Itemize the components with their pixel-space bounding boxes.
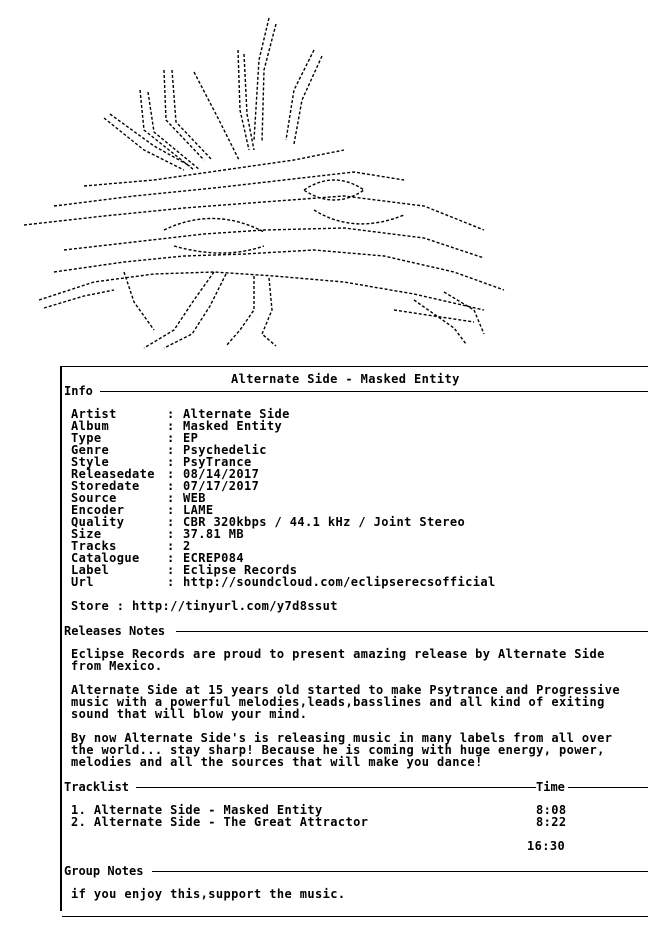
tracklist-rule [136,787,536,788]
info-key: Label [71,563,110,577]
header-title: Alternate Side - Masked Entity [231,372,460,386]
info-value: Masked Entity [183,419,283,433]
info-sep: : [167,467,175,481]
info-sep: : [167,515,175,529]
releases-rule [176,631,648,632]
section-info: Info [64,384,93,398]
info-value: Psychedelic [183,443,267,457]
info-value: ECREP084 [183,551,244,565]
info-sep: : [167,527,175,541]
note-line: By now Alternate Side's is releasing music in many labels from all over [71,731,613,745]
info-sep: : [167,503,175,517]
info-sep: : [167,419,175,433]
info-key: Size [71,527,102,541]
info-sep: : [167,563,175,577]
info-value: LAME [183,503,214,517]
info-key: Tracks [71,539,117,553]
track-time: 8:22 [536,815,567,829]
info-key: Artist [71,407,117,421]
section-releases: Releases Notes [64,624,166,638]
info-sep: : [167,575,175,589]
info-sep: : [167,407,175,421]
info-key: Releasedate [71,467,155,481]
info-key: Storedate [71,479,140,493]
info-key: Type [71,431,102,445]
top-rule [62,366,648,367]
note-line: from Mexico. [71,659,163,673]
info-key: Style [71,455,110,469]
info-value: 08/14/2017 [183,467,260,481]
note-line: sound that will blow your mind. [71,707,308,721]
note-line: the world... stay sharp! Because he is coming with huge energy, power, [71,743,605,757]
info-sep: : [167,551,175,565]
section-group: Group Notes [64,864,144,878]
info-value: 2 [183,539,191,553]
info-sep: : [167,455,175,469]
group-rule [152,871,648,872]
ascii-art-logo [14,10,514,350]
note-line: music with a powerful melodies,leads,basslines and all kind of exiting [71,695,605,709]
info-value: CBR 320kbps / 44.1 kHz / Joint Stereo [183,515,466,529]
info-key: Encoder [71,503,125,517]
info-key: Quality [71,515,125,529]
info-sep: : [167,491,175,505]
track-time: 8:08 [536,803,567,817]
info-key: Catalogue [71,551,140,565]
note-line: Eclipse Records are proud to present amazing release by Alternate Side [71,647,605,661]
store-line: Store : http://tinyurl.com/y7d8ssut [71,599,338,613]
info-sep: : [167,431,175,445]
track-title: 1. Alternate Side - Masked Entity [71,803,323,817]
total-time: 16:30 [527,839,566,853]
info-value: http://soundcloud.com/eclipserecsofficial [183,575,496,589]
info-key: Genre [71,443,110,457]
info-value: 37.81 MB [183,527,244,541]
info-value: 07/17/2017 [183,479,260,493]
note-line: melodies and all the sources that will make you dance! [71,755,483,769]
section-time: Time [536,780,565,794]
group-notes-text: if you enjoy this,support the music. [71,887,346,901]
bottom-rule [62,916,648,917]
time-rule [568,787,648,788]
section-tracklist: Tracklist [64,780,130,794]
info-value: Eclipse Records [183,563,298,577]
track-title: 2. Alternate Side - The Great Attractor [71,815,369,829]
info-sep: : [167,443,175,457]
left-border [60,366,62,911]
info-sep: : [167,539,175,553]
note-line: Alternate Side at 15 years old started to make Psytrance and Progressive [71,683,620,697]
info-key: Album [71,419,110,433]
info-key: Url [71,575,94,589]
info-value: WEB [183,491,206,505]
info-value: PsyTrance [183,455,252,469]
info-key: Source [71,491,117,505]
info-value: Alternate Side [183,407,290,421]
info-value: EP [183,431,199,445]
info-sep: : [167,479,175,493]
info-rule [100,391,648,392]
